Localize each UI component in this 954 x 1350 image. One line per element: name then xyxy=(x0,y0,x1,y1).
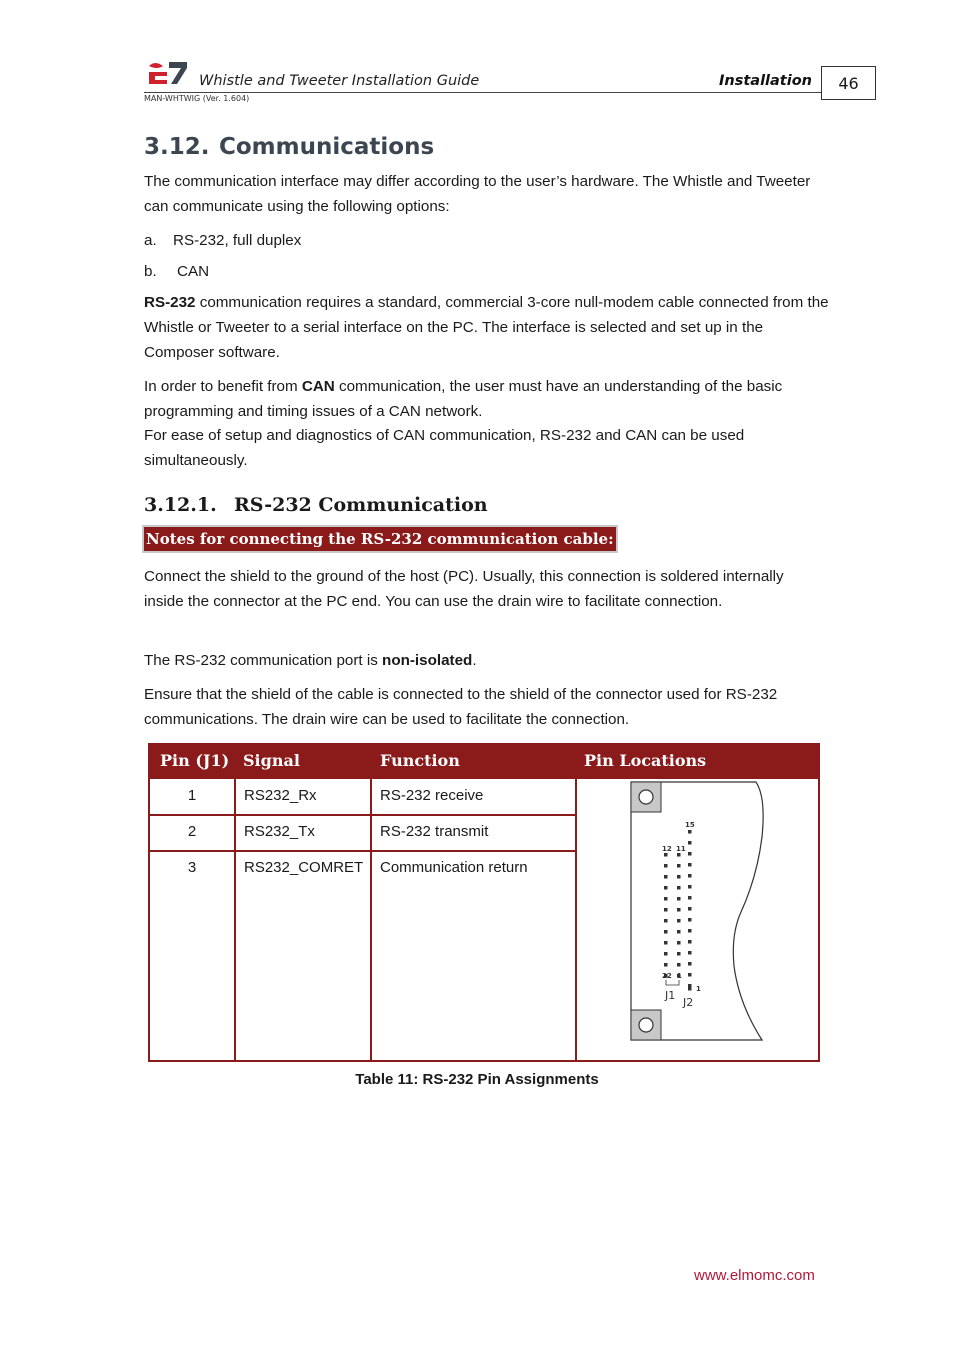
connector-pin xyxy=(688,973,692,977)
connector-pin xyxy=(664,963,668,967)
website-link[interactable]: www.elmomc.com xyxy=(694,1267,815,1284)
port-bold: non-isolated xyxy=(382,652,473,669)
connector-pin xyxy=(677,897,681,901)
connector-pin xyxy=(664,952,668,956)
subsection-title: RS-232 Communication xyxy=(234,494,488,516)
can-bold: CAN xyxy=(301,378,335,395)
table-border xyxy=(148,1060,820,1062)
table-border xyxy=(148,814,577,816)
rs232-text: communication requires a standard, commercial 3-core null-modem cable connected from the Whistle or Tweeter to a serial interface on the PC. The interface is selected and set up in the Composer software. xyxy=(144,294,829,361)
connector-pin xyxy=(664,875,668,879)
ensure-paragraph: Ensure that the shield of the cable is connected to the shield of the connector used for RS-232 communications. The drain wire can be used to facilitate the connection. xyxy=(144,686,778,728)
pin-label: 1 xyxy=(696,985,701,993)
table-header-signal: Signal xyxy=(234,743,371,779)
connector-pin xyxy=(677,941,681,945)
connector-pin xyxy=(677,853,681,857)
option-item xyxy=(144,259,834,284)
subsection-heading xyxy=(144,494,488,516)
connector-pin xyxy=(664,853,668,857)
connector-pin xyxy=(664,864,668,868)
section-heading xyxy=(144,134,434,160)
cell-pin: 3 xyxy=(187,859,197,876)
connector-pin xyxy=(688,907,692,911)
ease-paragraph: For ease of setup and diagnostics of CAN communication, RS-232 and CAN can be used simultaneously. xyxy=(144,427,745,469)
pin-label: 22 xyxy=(662,972,672,980)
connector-pin xyxy=(664,941,668,945)
section-title: Communications xyxy=(219,134,435,160)
connector-pin xyxy=(688,874,692,878)
connector-pin xyxy=(677,919,681,923)
can-paragraph xyxy=(144,374,836,424)
rs232-paragraph xyxy=(144,290,832,365)
pin-label: 11 xyxy=(676,845,686,853)
connector-pin xyxy=(677,886,681,890)
table-border xyxy=(818,779,820,1062)
connector-pin xyxy=(688,962,692,966)
j1-label: J1 xyxy=(665,989,676,1002)
j2-label: J2 xyxy=(683,996,694,1009)
connector-pin xyxy=(677,864,681,868)
connector-pin xyxy=(688,896,692,900)
elmo-logo-icon xyxy=(147,58,189,88)
connector-pin xyxy=(688,863,692,867)
connector-pin xyxy=(688,951,692,955)
option-marker: b. xyxy=(144,263,157,280)
cell-function: RS-232 transmit xyxy=(380,823,489,840)
option-marker: a. xyxy=(144,232,157,249)
option-text: CAN xyxy=(177,263,210,280)
notes-heading: Notes for connecting the RS-232 communication cable: xyxy=(144,527,616,551)
table-border xyxy=(370,779,372,1062)
connector-pin xyxy=(677,908,681,912)
connector-pin xyxy=(664,919,668,923)
connector-pin xyxy=(688,987,692,991)
doc-id: MAN-WHTWIG (Ver. 1.604) xyxy=(144,94,250,103)
table-border xyxy=(234,779,236,1062)
connector-pin xyxy=(677,875,681,879)
cell-pin: 1 xyxy=(187,787,197,804)
connector-pin xyxy=(688,929,692,933)
table-header-pin: Pin (J1) xyxy=(148,743,234,779)
port-suffix: . xyxy=(472,652,477,669)
option-text: RS-232, full duplex xyxy=(173,232,302,249)
rs232-bold: RS-232 xyxy=(144,294,196,311)
table-caption: Table 11: RS-232 Pin Assignments xyxy=(355,1071,599,1088)
cell-signal: RS232_COMRET xyxy=(244,859,364,876)
subsection-number: 3.12.1. xyxy=(144,494,217,516)
cell-function: Communication return xyxy=(380,859,528,876)
connector-pin xyxy=(688,841,692,845)
header-title: Whistle and Tweeter Installation Guide xyxy=(199,73,480,89)
connector-pin xyxy=(688,940,692,944)
connector-pin xyxy=(664,930,668,934)
cell-signal: RS232_Tx xyxy=(244,823,315,840)
connector-pin xyxy=(688,918,692,922)
page-number: 46 xyxy=(821,66,876,100)
table-border xyxy=(575,779,577,1062)
header-rule xyxy=(144,92,822,93)
connector-pin xyxy=(664,908,668,912)
connector-pin xyxy=(688,830,692,834)
intro-paragraph: The communication interface may differ according to the user’s hardware. The Whistle and Tweeter can communicate using the following options: xyxy=(144,173,811,215)
table-header-pin-locations: Pin Locations xyxy=(576,743,820,779)
cell-pin: 2 xyxy=(187,823,197,840)
connector-pin xyxy=(688,852,692,856)
pin-label: 15 xyxy=(685,821,695,829)
section-number: 3.12. xyxy=(144,134,210,160)
connector-diagram xyxy=(630,781,765,1043)
table-border xyxy=(148,850,577,852)
port-prefix: The RS-232 communication port is xyxy=(144,652,383,669)
connector-pin xyxy=(664,897,668,901)
option-item xyxy=(144,228,834,253)
connector-pin xyxy=(688,984,692,988)
can-prefix: In order to benefit from xyxy=(144,378,302,395)
table-header-function: Function xyxy=(371,743,576,779)
shield-paragraph: Connect the shield to the ground of the host (PC). Usually, this connection is soldered internally inside the connector at the PC end. You can use the drain wire to facilitate connection. xyxy=(144,568,784,610)
connector-pin xyxy=(677,930,681,934)
connector-pin xyxy=(664,886,668,890)
pin-table xyxy=(148,743,820,1062)
connector-pin xyxy=(677,963,681,967)
can-text: communication, the user must have an understanding of the basic programming and timing issues of a CAN network. xyxy=(144,378,783,420)
header-section: Installation xyxy=(719,73,812,89)
pin-label: 12 xyxy=(662,845,672,853)
connector-pin xyxy=(677,952,681,956)
cell-function: RS-232 receive xyxy=(380,787,484,804)
pin-label: 1 xyxy=(677,972,682,980)
cell-signal: RS232_Rx xyxy=(244,787,317,804)
connector-pin xyxy=(688,885,692,889)
port-paragraph xyxy=(144,648,834,673)
